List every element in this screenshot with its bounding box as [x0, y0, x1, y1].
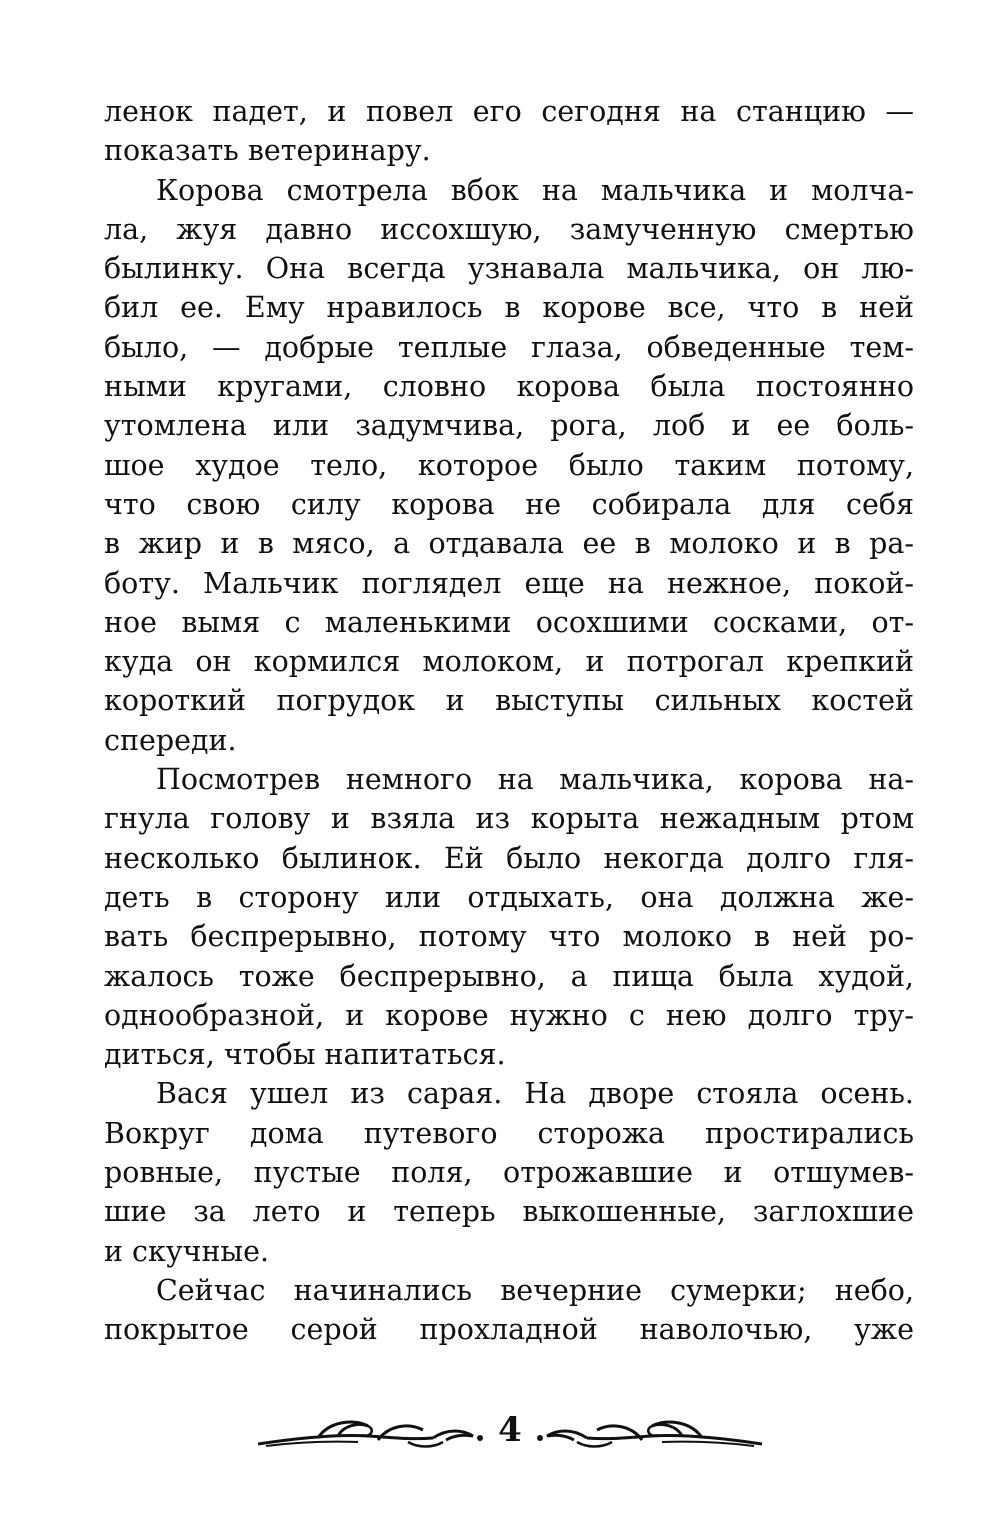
text-line: в жир и в мясо, а отдавала ее в молоко и в ра-	[104, 527, 914, 561]
right-ornament-icon	[532, 1408, 762, 1458]
text-line: покрытое серой прохладной наволочью, уже	[104, 1313, 914, 1347]
text-line: ровные, пустые поля, отрожавшие и отшумев-	[104, 1156, 914, 1190]
text-line: ными кругами, словно корова была постоянно	[104, 370, 914, 404]
text-line: короткий погрудок и выступы сильных костей	[104, 684, 914, 718]
text-line: спереди.	[104, 723, 237, 757]
text-line: утомлена или задумчива, рога, лоб и ее боль-	[104, 409, 914, 443]
left-ornament-icon	[258, 1408, 488, 1458]
text-line: деть в сторону или отдыхать, она должна же-	[104, 880, 914, 914]
text-line: ла, жуя давно иссохшую, замученную смертью	[104, 212, 914, 246]
body-text	[104, 92, 914, 1350]
text-line: шое худое тело, которое было таким потому,	[104, 448, 914, 482]
text-line: диться, чтобы напитаться.	[104, 1038, 506, 1072]
text-line: Вокруг дома путевого сторожа простирались	[104, 1116, 914, 1150]
text-line: Вася ушел из сарая. На дворе стояла осень.	[156, 1077, 914, 1111]
text-line: шие за лето и теперь выкошенные, заглохшие	[104, 1195, 914, 1229]
text-line: что свою силу корова не собирала для себя	[104, 487, 914, 521]
text-line: Посмотрев немного на мальчика, корова на-	[156, 763, 914, 797]
text-line: бил ее. Ему нравилось в корове все, что в ней	[104, 291, 914, 325]
text-line: Сейчас начинались вечерние сумерки; небо,	[156, 1273, 914, 1307]
text-line: боту. Мальчик поглядел еще на нежное, покой-	[104, 566, 914, 600]
text-line: вать беспрерывно, потому что молоко в ней ро-	[104, 920, 914, 954]
page-footer	[258, 1408, 762, 1458]
text-line: несколько былинок. Ей было некогда долго гля-	[104, 841, 914, 875]
page-number: 4	[498, 1410, 522, 1450]
text-line: однообразной, и корове нужно с нею долго тру-	[104, 998, 914, 1032]
text-line: былинку. Она всегда узнавала мальчика, он лю-	[104, 252, 914, 286]
text-line: и скучные.	[104, 1234, 270, 1268]
text-line: куда он кормился молоком, и потрогал крепкий	[104, 645, 914, 679]
text-line: ное вымя с маленькими осохшими сосками, от-	[104, 605, 914, 639]
text-line: гнула голову и взяла из корыта нежадным ртом	[104, 802, 914, 836]
text-line: показать ветеринару.	[104, 134, 431, 168]
text-line: Корова смотрела вбок на мальчика и молча-	[156, 173, 914, 207]
text-line: было, — добрые теплые глаза, обведенные тем-	[104, 330, 914, 364]
text-line: ленок падет, и повел его сегодня на станцию —	[104, 95, 914, 128]
text-line: жалось тоже беспрерывно, а пища была худой,	[104, 959, 914, 993]
